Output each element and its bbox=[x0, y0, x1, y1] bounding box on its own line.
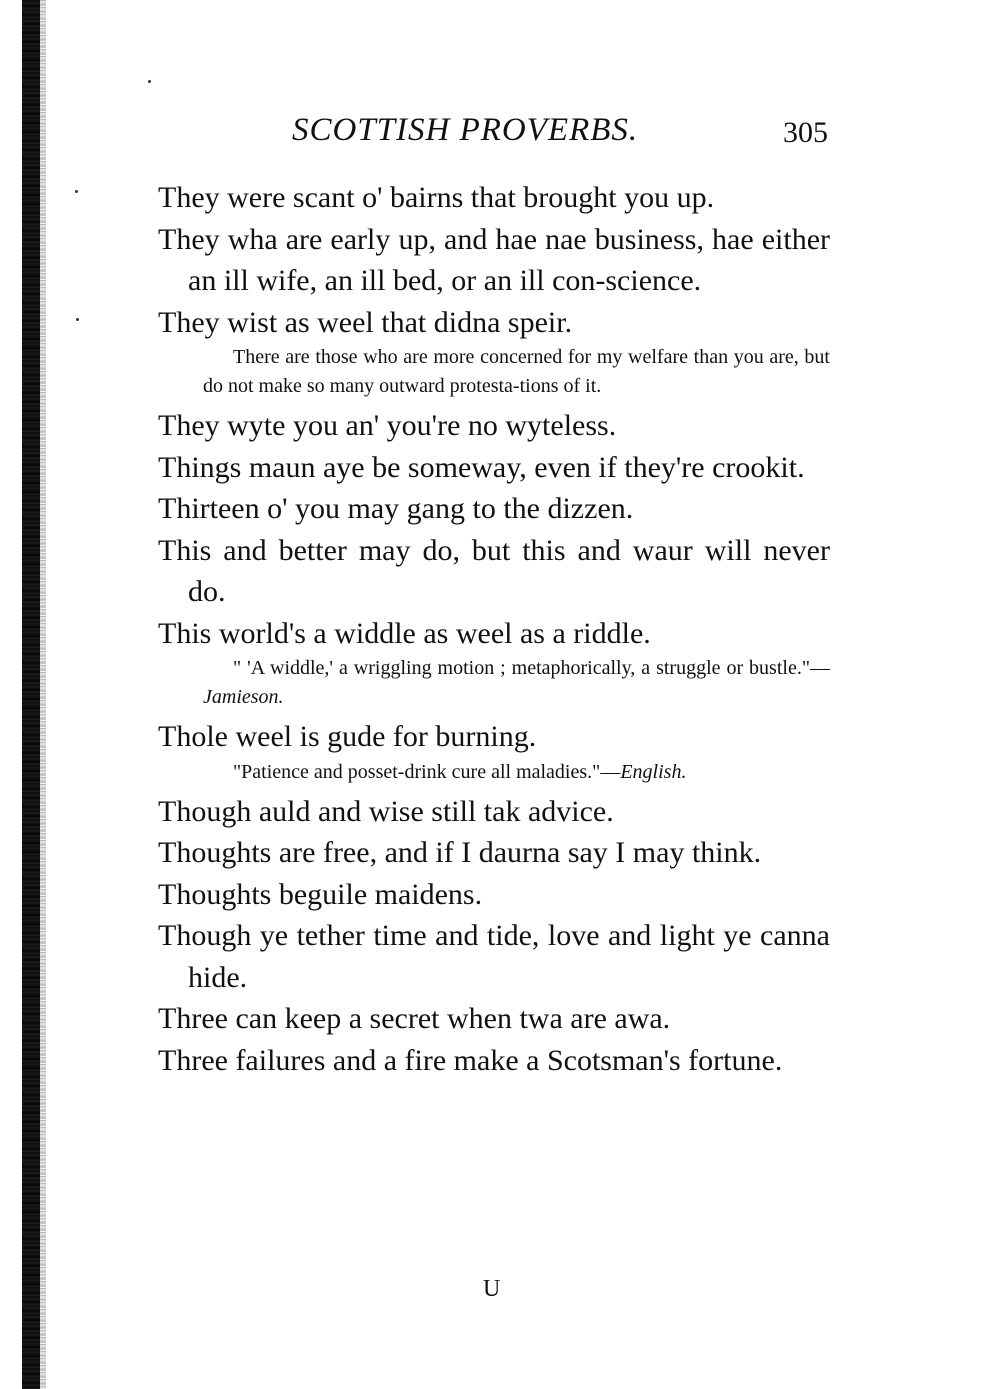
proverb-entry: Three can keep a secret when twa are awa. bbox=[158, 1002, 671, 1035]
proverb-entry: Thirteen o' you may gang to the dizzen. bbox=[158, 492, 634, 525]
running-title: SCOTTISH PROVERBS. bbox=[292, 112, 639, 148]
page-number: 305 bbox=[783, 116, 828, 149]
proverb-entry: Thole weel is gude for burning. bbox=[158, 720, 537, 753]
proverb-note bbox=[158, 758, 830, 787]
note-source: Jamieson. bbox=[203, 686, 284, 708]
book-spine-shadow bbox=[22, 0, 40, 1389]
proverb-entry: Thoughts beguile maidens. bbox=[158, 877, 483, 911]
note-text: " 'A widdle,' a wriggling motion ; metaphorically, a struggle or bustle."— bbox=[233, 657, 830, 679]
running-header bbox=[0, 112, 1000, 152]
note-text: "Patience and posset-drink cure all maladies."— bbox=[233, 760, 621, 783]
signature-mark: U bbox=[483, 1276, 501, 1302]
scan-speck bbox=[148, 80, 151, 83]
proverb-entry: Thoughts are free, and if I daurna say I may think. bbox=[158, 836, 762, 869]
proverb-entry: They wist as weel that didna speir. bbox=[158, 305, 573, 339]
proverb-list bbox=[158, 177, 830, 1081]
proverb-entry: Three failures and a fire make a Scotsman's fortune. bbox=[158, 1043, 783, 1077]
page-gutter-edge bbox=[40, 0, 46, 1389]
proverb-entry: This world's a widdle as weel as a riddle. bbox=[158, 616, 651, 650]
proverb-entry: They wha are early up, and hae nae business, hae either an ill wife, an ill bed, or an ill con-science. bbox=[158, 222, 830, 297]
proverb-entry: Though auld and wise still tak advice. bbox=[158, 794, 614, 828]
proverb-entry: Things maun aye be someway, even if they're crookit. bbox=[158, 450, 805, 484]
proverb-entry: They were scant o' bairns that brought you up. bbox=[158, 181, 715, 214]
proverb-entry: Though ye tether time and tide, love and light ye canna hide. bbox=[158, 919, 830, 994]
scan-speck bbox=[75, 190, 78, 193]
proverb-note bbox=[158, 654, 830, 712]
proverb-entry: This and better may do, but this and waur will never do. bbox=[158, 533, 830, 608]
proverb-note bbox=[158, 343, 830, 401]
note-source: English. bbox=[620, 760, 687, 783]
note-text: There are those who are more concerned for my welfare than you are, but do not make so many outward protesta-tions of it. bbox=[203, 346, 830, 397]
proverb-entry: They wyte you an' you're no wyteless. bbox=[158, 409, 617, 442]
scan-speck bbox=[76, 318, 79, 321]
